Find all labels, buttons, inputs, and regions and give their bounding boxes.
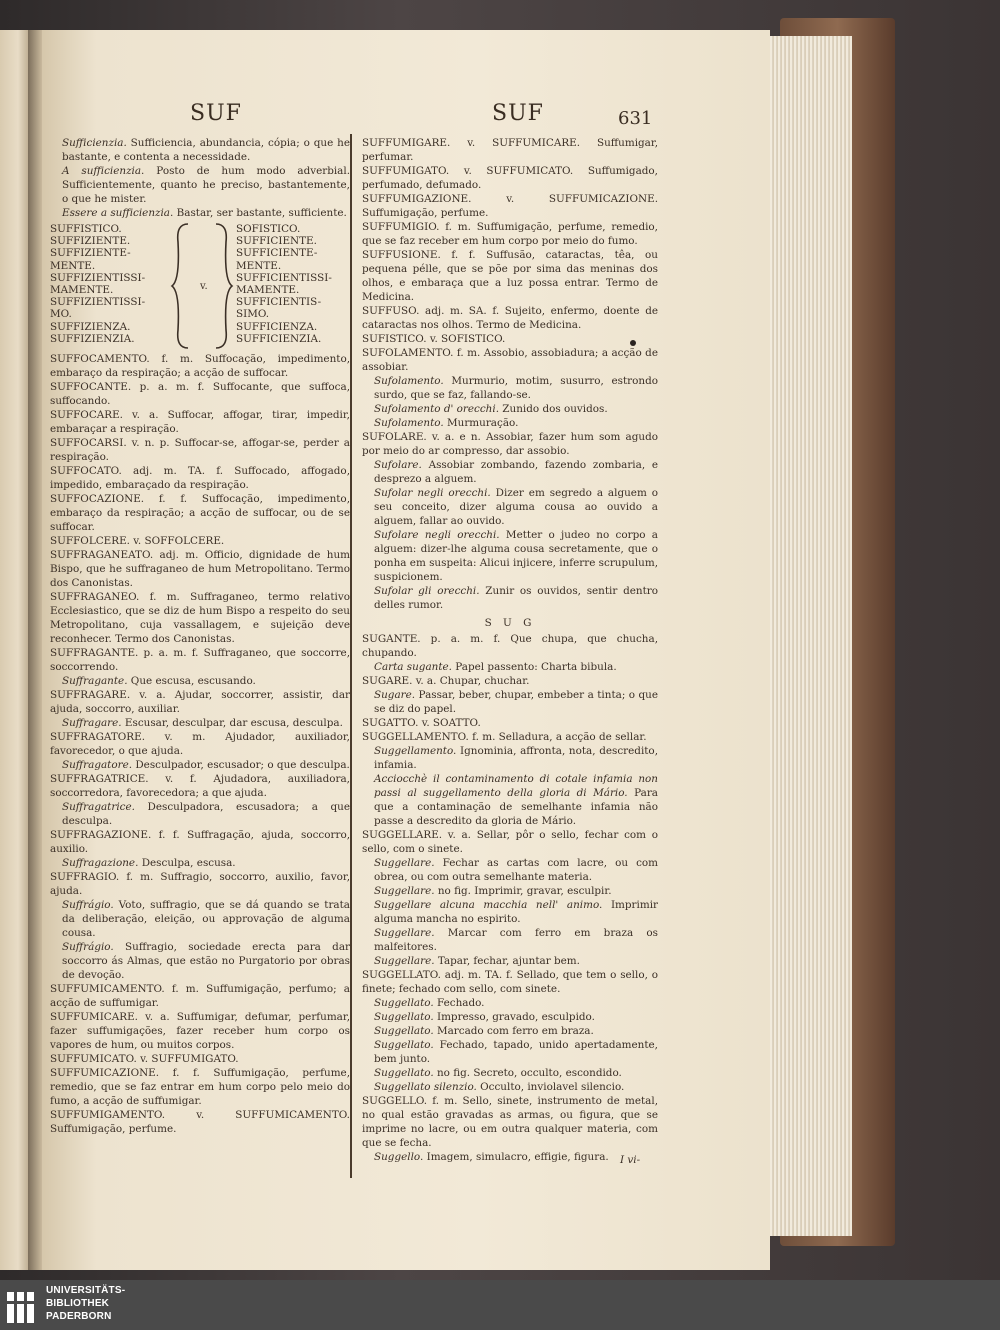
brace-left-item: MAMENTE. (50, 283, 114, 296)
entry-definition: Posto de hum modo adverbial. Sufficientemente, quanto he preciso, bastantemente, o que he mister. (62, 165, 350, 205)
dictionary-entry (362, 1024, 658, 1038)
dictionary-entry (50, 940, 350, 982)
dictionary-entry (362, 1066, 658, 1080)
entry-definition: p. a. m. f. Que chupa, que chucha, chupando. (362, 633, 658, 659)
brace-left-item: SUFFISTICO. (50, 223, 122, 235)
entry-definition: v. SUFFUMICAMENTO. Suffumigação, perfume. (50, 1109, 350, 1135)
brace-right-item: SOFISTICO. (236, 223, 301, 235)
entry-definition: Imprimir alguma mancha no espirito. (374, 899, 658, 925)
entry-headword: SUFFUSIONE. (362, 249, 441, 261)
entry-definition: Desculpador, escusador; o que desculpa. (132, 759, 350, 771)
dictionary-entry (362, 1010, 658, 1024)
entry-definition: Assobiar zombando, fazendo zombaria, e desprezo a alguem. (374, 459, 658, 485)
entry-headword: SUFFOCAZIONE. (50, 493, 145, 505)
entry-headword: Suggellare. (374, 857, 435, 869)
entry-definition: f. m. Sello, sinete, instrumento de metal, no qual estão gravadas as armas, ou figura, que se imprime no lacre, ou em outra qualquer materia, com que se fecha. (362, 1095, 658, 1149)
brace-right-item: SIMO. (236, 308, 270, 321)
brace-left-item: MO. (50, 308, 72, 321)
entry-headword: Sufolar negli orecchi. (374, 487, 491, 499)
dictionary-entry (50, 492, 350, 534)
entry-definition: Voto, suffragio, que se dá quando se trata da deliberação, eleição, ou approvação de alguma cousa. (62, 899, 350, 939)
entry-headword: SUFFOCANTE. (50, 381, 132, 393)
dictionary-entry (362, 674, 658, 688)
brace-left-item: MENTE. (50, 259, 96, 272)
entry-headword: Suffragazione. (62, 857, 139, 869)
dictionary-entry (362, 1094, 658, 1150)
entry-definition: Impresso, gravado, esculpido. (433, 1011, 595, 1023)
entry-definition: adj. m. Officio, dignidade de hum Bispo, que he suffraganeo de hum Metropolitano. Termo dos Canonistas. (50, 549, 350, 589)
dictionary-entry (362, 772, 658, 828)
entry-headword: Suggellato. (374, 1067, 434, 1079)
entry-headword: Suffragatrice. (62, 801, 135, 813)
entry-definition: Murmuração. (443, 417, 519, 429)
dictionary-entry (50, 408, 350, 436)
entry-headword: SUFFOCAMENTO. (50, 353, 150, 365)
entry-headword: Essere a sufficienzia. (62, 207, 174, 219)
dictionary-entry (50, 898, 350, 940)
section-heading: S U G (484, 617, 536, 629)
dictionary-entry (362, 220, 658, 248)
library-logo-icon (5, 1283, 41, 1327)
dictionary-entry (362, 374, 658, 402)
entry-definition: Occulto, inviolavel silencio. (476, 1081, 625, 1093)
entry-headword: Sufolar gli orecchi. (374, 585, 480, 597)
entry-headword: SUGGELLATO. (362, 969, 441, 981)
entry-definition: v. a. e n. Assobiar, fazer hum som agudo por meio do ar compresso, dar assobio. (362, 431, 658, 457)
entry-definition: p. a. m. f. Suffocante, que suffoca, suffocando. (50, 381, 350, 407)
dictionary-entry (50, 1108, 350, 1136)
entry-definition: Murmurio, motim, susurro, estrondo surdo, que se faz, fallando-se. (374, 375, 658, 401)
entry-headword: SUFFUMIGARE. (362, 137, 451, 149)
entry-headword: SUFFRAGANTE. (50, 647, 139, 659)
entry-headword: Suggellato. (374, 1025, 434, 1037)
entry-headword: Suggellare. (374, 927, 435, 939)
brace-left-item: SUFFIZIENZA. (50, 320, 131, 333)
library-footer (0, 1280, 1000, 1330)
dictionary-entry (362, 332, 658, 346)
dictionary-entry (362, 458, 658, 486)
entry-headword: Suggellato silenzio. (374, 1081, 477, 1093)
entry-headword: Sufolare. (374, 459, 422, 471)
entry-definition: v. n. p. Suffocar-se, affogar-se, perder a respiração. (50, 437, 350, 463)
entry-headword: Sufolamento d' orecchi. (374, 403, 499, 415)
entry-definition: f. m. Suffragio, soccorro, auxilio, favor, ajuda. (50, 871, 350, 897)
entry-headword: SUGGELLAMENTO. (362, 731, 469, 743)
entry-definition: p. a. m. f. Suffraganeo, que soccorre, soccorrendo. (50, 647, 350, 673)
entry-definition: adj. m. TA. f. Suffocado, affogado, impedido, embaraçado da respiração. (50, 465, 350, 491)
brace-left-item: SUFFIZIENTE. (50, 235, 131, 248)
entry-definition: v. a. Chupar, chuchar. (412, 675, 530, 687)
dictionary-entry (50, 674, 350, 688)
entry-headword: SUGARE. (362, 675, 413, 687)
entry-headword: Carta sugante. (374, 661, 452, 673)
brace-right-list (236, 222, 346, 344)
brace-right-item: SUFFICIENTE- (236, 247, 318, 260)
brace-left-item: SUFFIZIENTE- (50, 247, 131, 260)
entry-headword: Sugare. (374, 689, 416, 701)
dictionary-entry (50, 800, 350, 828)
left-column (50, 136, 350, 1136)
entry-headword: SUFFRAGIO. (50, 871, 120, 883)
entry-definition: v. f. Ajudadora, auxiliadora, soccorredora, favorecedora; a que ajuda. (50, 773, 350, 799)
entry-definition: Para que a contaminação de semelhante infamia não passe a descredito da gloria de Mário. (374, 787, 658, 827)
left-column-entries-bottom (50, 352, 350, 1136)
entry-definition: f. m. Assobio, assobiadura; a acção de assobiar. (362, 347, 658, 373)
dictionary-entry (50, 646, 350, 674)
dictionary-entry (362, 926, 658, 954)
entry-definition: f. m. Suffumigação, perfumo; a acção de suffumigar. (50, 983, 350, 1009)
dictionary-entry (50, 436, 350, 464)
catchword: I vi- (620, 1154, 641, 1166)
entry-definition: Suffragio, sociedade erecta para dar soccorro ás Almas, que estão no Purgatorio por obras de devoção. (62, 941, 350, 981)
dictionary-entry (362, 632, 658, 660)
entry-headword: SUFFUSO. (362, 305, 420, 317)
dictionary-entry (362, 136, 658, 164)
entry-definition: Tapar, fechar, ajuntar bem. (434, 955, 580, 967)
library-name-line2: BIBLIOTHEK (46, 1298, 110, 1309)
brace-right-item: MENTE. (236, 259, 282, 272)
entry-definition: v. a. Suffumigar, defumar, perfumar, fazer suffumigações, fazer receber hum corpo os vapores de hum, ou muitos corpos. (50, 1011, 350, 1051)
entry-definition: Dizer em segredo a alguem o seu conceito, dizer alguma cousa ao ouvido a alguem, fallar ao ouvido. (374, 487, 658, 527)
entry-headword: SUFFUMIGIO. (362, 221, 440, 233)
entry-definition: v. SUFFUMICARE. Suffumigar, perfumar. (362, 137, 658, 163)
entry-definition: Fechar as cartas com lacre, ou com obrea, ou com outra semelhante materia. (374, 857, 658, 883)
dictionary-entry (50, 828, 350, 856)
entry-headword: A sufficienzia. (62, 165, 145, 177)
entry-headword: Suggellato. (374, 1011, 434, 1023)
entry-headword: SUFFUMICAMENTO. (50, 983, 165, 995)
brace-left-item: SUFFIZIENZIA. (50, 332, 135, 345)
entry-headword: SUFFOCATO. (50, 465, 122, 477)
entry-definition: Zunido dos ouvidos. (499, 403, 608, 415)
entry-headword: Suggellato. (374, 1039, 434, 1051)
entry-headword: SUGANTE. (362, 633, 421, 645)
entry-headword: Suggellamento. (374, 745, 457, 757)
entry-definition: f. m. Suffocação, impedimento, embaraço da respiração; a acção de suffocar. (50, 353, 350, 379)
entry-definition: Desculpa, escusa. (138, 857, 236, 869)
entry-definition: no fig. Secreto, occulto, escondido. (433, 1067, 622, 1079)
brace-right-item: SUFFICIENTISSI- (236, 271, 332, 284)
entry-definition: Escusar, desculpar, dar escusa, desculpa. (121, 717, 343, 729)
entry-definition: Desculpadora, escusadora; a que desculpa. (62, 801, 350, 827)
dictionary-entry (50, 548, 350, 590)
entry-headword: Suffragante. (62, 675, 128, 687)
entry-definition: v. SOATTO. (418, 717, 481, 729)
entry-definition: v. SUFFUMIGATO. (136, 1053, 239, 1065)
entry-headword: SUFFUMICARE. (50, 1011, 138, 1023)
entry-headword: Suffrágio. (62, 899, 114, 911)
entry-definition: adj. m. TA. f. Sellado, que tem o sello, o finete; fechado com sello, com sinete. (362, 969, 658, 995)
entry-headword: SUFFOLCERE. (50, 535, 130, 547)
dictionary-entry (362, 1038, 658, 1066)
cross-reference-brace (50, 222, 350, 350)
entry-headword: SUFFRAGATRICE. (50, 773, 149, 785)
entry-definition: Fechado, tapado, unido apertadamente, bem junto. (374, 1039, 658, 1065)
dictionary-entry (50, 590, 350, 646)
dictionary-entry (362, 884, 658, 898)
dictionary-entry (50, 1052, 350, 1066)
entry-definition: v. SOFISTICO. (426, 333, 506, 345)
entry-headword: SUGGELLARE. (362, 829, 443, 841)
entry-headword: Suggellato. (374, 997, 434, 1009)
dictionary-entry (362, 248, 658, 304)
dictionary-entry (362, 584, 658, 612)
entry-definition: f. f. Suffusão, cataractas, têa, ou pequena pélle, que se põe por sima das meninas dos olhos, e embaraça que a luz possa entrar. Termo de Medicina. (362, 249, 658, 303)
entry-headword: Suggellare. (374, 955, 435, 967)
entry-headword: Sufolare negli orecchi. (374, 529, 500, 541)
entry-headword: SUFFUMIGATO. (362, 165, 450, 177)
dictionary-entry (362, 744, 658, 772)
brace-see-label: v. (200, 281, 208, 292)
entry-definition: v. SUFFUMICATO. Suffumigado, perfumado, defumado. (362, 165, 658, 191)
dictionary-entry (50, 856, 350, 870)
dictionary-entry (362, 486, 658, 528)
dictionary-entry (362, 968, 658, 996)
entry-headword: SUFFRAGAZIONE. (50, 829, 152, 841)
entry-headword: Sufolamento. (374, 375, 444, 387)
dictionary-entry (362, 528, 658, 584)
dictionary-entry (362, 304, 658, 332)
entry-definition: f. m. Suffumigação, perfume, remedio, que se faz receber em hum corpo por meio do fumo. (362, 221, 658, 247)
dictionary-entry (362, 416, 658, 430)
dictionary-entry (362, 346, 658, 374)
entry-headword: Acciocchè il contaminamento di cotale infamia non passi al suggellamento della gloria di Mário. (374, 773, 658, 799)
entry-definition: Zunir os ouvidos, sentir dentro delles rumor. (374, 585, 658, 611)
entry-definition: v. a. Sellar, pôr o sello, fechar com o sello, com o sinete. (362, 829, 658, 855)
entry-headword: SUFFOCARSI. (50, 437, 127, 449)
entry-headword: SUFFUMICAZIONE. (50, 1067, 160, 1079)
library-name-line1: UNIVERSITÄTS- (46, 1285, 126, 1296)
dictionary-entry (362, 856, 658, 884)
entry-headword: SUFFRAGANEO. (50, 591, 140, 603)
brace-right-item: MAMENTE. (236, 283, 300, 296)
entry-definition: Imagem, simulacro, effigie, figura. (423, 1151, 609, 1163)
entry-definition: Bastar, ser bastante, sufficiente. (173, 207, 347, 219)
entry-definition: f. f. Suffocação, impedimento, embaraço da respiração; a acção de suffocar, ou de se suffocar. (50, 493, 350, 533)
entry-headword: SUFFUMICATO. (50, 1053, 137, 1065)
entry-headword: SUGGELLO. (362, 1095, 428, 1107)
entry-definition: no fig. Imprimir, gravar, esculpir. (434, 885, 612, 897)
dictionary-entry (50, 164, 350, 206)
entry-definition: Metter o judeo no corpo a alguem: dizer-lhe alguma cousa secretamente, que o ponha em suspeita: Alicui injicere, inferre scrupulum, suspicionem. (374, 529, 659, 583)
entry-headword: SUFOLAMENTO. (362, 347, 454, 359)
entry-definition: Passar, beber, chupar, embeber a tinta; o que se diz do papel. (374, 689, 658, 715)
entry-headword: SUFFUMIGAZIONE. (362, 193, 472, 205)
dictionary-entry (362, 660, 658, 674)
entry-definition: f. m. Suffraganeo, termo relativo Ecclesiastico, que se diz de hum Bispo a respeito do seu Metropolitano, cuja vassallagem, e sujeição deve reconhecer. Termo dos Canonistas. (50, 591, 350, 645)
entry-headword: Suffragare. (62, 717, 122, 729)
entry-definition: f. f. Suffumigação, perfume, remedio, que se faz entrar em hum corpo pelo meio do fumo, a acção de suffumigar. (50, 1067, 350, 1107)
dictionary-entry (362, 996, 658, 1010)
dictionary-entry (50, 206, 350, 220)
entry-definition: Ignominia, affronta, nota, descredito, infamia. (374, 745, 658, 771)
entry-definition: v. m. Ajudador, auxiliador, favorecedor, o que ajuda. (50, 731, 350, 757)
entry-definition: v. a. Suffocar, affogar, tirar, impedir, embaraçar a respiração. (50, 409, 350, 435)
dictionary-entry (362, 898, 658, 926)
entry-headword: SUFISTICO. (362, 333, 427, 345)
dictionary-entry (50, 716, 350, 730)
dictionary-entry (362, 1080, 658, 1094)
book-gutter (28, 30, 42, 1270)
dictionary-entry (50, 730, 350, 758)
right-curly-brace (214, 222, 234, 350)
entry-headword: SUFFUMIGAMENTO. (50, 1109, 166, 1121)
brace-right-item: SUFFICIENTE. (236, 235, 317, 248)
left-column-entries-top (50, 136, 350, 220)
brace-left-item: SUFFIZIENTISSI- (50, 271, 146, 284)
dictionary-entry (362, 402, 658, 416)
entry-definition: Papel passento: Charta bibula. (451, 661, 617, 673)
entry-definition: v. SUFFUMICAZIONE. Suffumigação, perfume. (362, 193, 658, 219)
dictionary-entry (50, 464, 350, 492)
entry-headword: Suffrágio. (62, 941, 114, 953)
entry-definition: f. f. Suffragação, ajuda, soccorro, auxilio. (50, 829, 350, 855)
brace-left-list (50, 222, 168, 344)
dictionary-entry (362, 1150, 658, 1164)
dictionary-entry (50, 1066, 350, 1108)
page-number: 631 (618, 108, 653, 129)
dictionary-entry (362, 954, 658, 968)
dictionary-entry (50, 982, 350, 1010)
entry-headword: SUFOLARE. (362, 431, 427, 443)
brace-right-item: SUFFICIENZA. (236, 320, 318, 333)
entry-headword: SUFFRAGARE. (50, 689, 131, 701)
dictionary-entry (362, 730, 658, 744)
dictionary-entry (50, 534, 350, 548)
dictionary-entry (362, 828, 658, 856)
entry-headword: Suggellare alcuna macchia nell' animo. (374, 899, 603, 911)
dictionary-entry (50, 380, 350, 408)
entry-headword: Suggello. (374, 1151, 424, 1163)
ink-spot (630, 340, 636, 346)
brace-right-item: SUFFICIENTIS- (236, 296, 322, 309)
entry-definition: Fechado. (433, 997, 485, 1009)
right-column (362, 136, 658, 1164)
entry-headword: SUFFRAGATORE. (50, 731, 146, 743)
dictionary-entry (362, 192, 658, 220)
dictionary-entry (50, 352, 350, 380)
entry-headword: Suggellare. (374, 885, 435, 897)
right-column-entries-top (362, 136, 658, 612)
entry-definition: Marcar com ferro em braza os malfeitores. (374, 927, 658, 953)
dictionary-entry (50, 1010, 350, 1052)
entry-definition: v. SOFFOLCERE. (129, 535, 225, 547)
dictionary-entry (362, 164, 658, 192)
right-column-entries-bottom (362, 632, 658, 1164)
entry-headword: Sufolamento. (374, 417, 444, 429)
entry-definition: Marcado com ferro em braza. (433, 1025, 594, 1037)
running-head-left: SUF (190, 101, 242, 126)
entry-headword: SUFFRAGANEATO. (50, 549, 154, 561)
dictionary-entry (362, 688, 658, 716)
entry-definition: adj. m. SA. f. Sujeito, enfermo, doente de cataractas nos olhos. Termo de Medicina. (362, 305, 658, 331)
dictionary-entry (50, 758, 350, 772)
entry-definition: Que escusa, escusando. (127, 675, 256, 687)
entry-definition: Sufficiencia, abundancia, cópia; o que he bastante, e contenta a necessidade. (62, 137, 350, 163)
running-head-right: SUF (492, 101, 544, 126)
dictionary-entry (50, 688, 350, 716)
entry-headword: Suffragatore. (62, 759, 133, 771)
dictionary-entry (50, 772, 350, 800)
library-name-line3: PADERBORN (46, 1311, 112, 1322)
library-name (46, 1284, 125, 1323)
left-curly-brace (170, 222, 190, 350)
dictionary-entry (50, 870, 350, 898)
dictionary-entry (362, 430, 658, 458)
entry-headword: SUFFOCARE. (50, 409, 123, 421)
brace-left-item: SUFFIZIENTISSI- (50, 296, 146, 309)
entry-definition: v. a. Ajudar, soccorrer, assistir, dar ajuda, soccorro, auxiliar. (50, 689, 350, 715)
column-rule (350, 134, 352, 1178)
entry-headword: Sufficienzia. (62, 137, 127, 149)
page-fore-edge (762, 36, 852, 1236)
dictionary-entry (362, 716, 658, 730)
entry-definition: f. m. Selladura, a acção de sellar. (468, 731, 647, 743)
entry-headword: SUGATTO. (362, 717, 419, 729)
dictionary-entry (50, 136, 350, 164)
brace-right-item: SUFFICIENZIA. (236, 332, 322, 345)
facing-page-edge (0, 30, 30, 1270)
